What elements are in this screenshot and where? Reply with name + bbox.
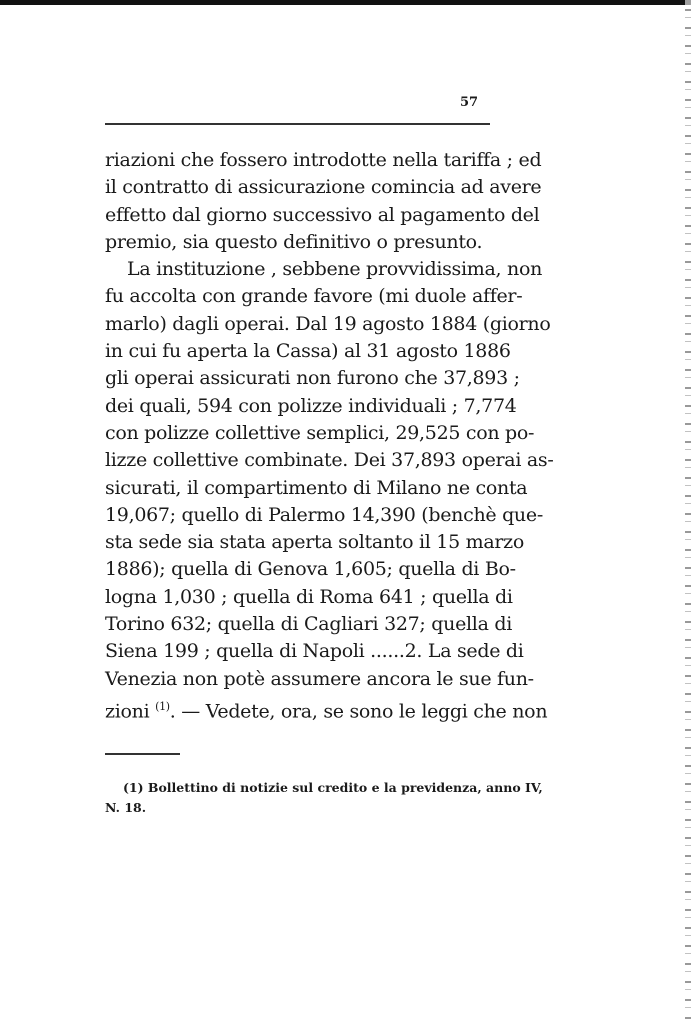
text: zioni [105,700,156,723]
body-line: Siena 199 ; quella di Napoli ......2. La sede di [105,640,524,663]
header-rule [105,123,490,125]
body-line: dei quali, 594 con polizze individuali ; 7,774 [105,394,517,417]
body-line: 1886); quella di Genova 1,605; quella di Bo- [105,558,516,581]
body-line: il contratto di assicurazione comincia ad avere [105,176,542,199]
footnote [105,778,543,818]
body-line: lizze collettive combinate. Dei 37,893 operai as- [105,449,554,472]
body-line: sicurati, il compartimento di Milano ne conta [105,476,528,499]
page-number: 57 [460,95,479,110]
body-line: effetto dal giorno successivo al pagamento del [105,203,540,226]
footnote-line: N. 18. [105,800,147,815]
scan-right-edge [685,0,691,1024]
body-line: Venezia non potè assumere ancora le sue fun- [105,667,534,690]
footnote-line: (1) Bollettino di notizie sul credito e la previdenza, anno IV, [123,780,543,795]
text: . — Vedete, ora, se sono le leggi che non [169,700,548,723]
body-line: Torino 632; quella di Cagliari 327; quella di [105,613,512,636]
body-line: logna 1,030 ; quella di Roma 641 ; quella di [105,585,513,608]
body-line: marlo) dagli operai. Dal 19 agosto 1884 (giorno [105,312,551,335]
body-line: in cui fu aperta la Cassa) al 31 agosto 1886 [105,340,511,363]
body-line: riazioni che fossero introdotte nella tariffa ; ed [105,149,542,171]
body-line: 19,067; quello di Palermo 14,390 (benchè que- [105,503,543,526]
footnote-rule [105,753,180,755]
body-line: fu accolta con grande favore (mi duole affer- [105,285,523,308]
body-line: premio, sia questo definitivo o presunto. [105,230,483,253]
body-line: gli operai assicurati non furono che 37,893 ; [105,367,520,390]
body-text [105,147,554,723]
body-line: con polizze collettive semplici, 29,525 con po- [105,421,535,444]
scan-top-border [0,0,691,5]
body-line: La instituzione , sebbene provvidissima, non [127,258,543,281]
body-line: sta sede sia stata aperta soltanto il 15 marzo [105,531,524,554]
body-line [105,693,548,723]
footnote-reference[interactable]: (1) [155,699,170,713]
